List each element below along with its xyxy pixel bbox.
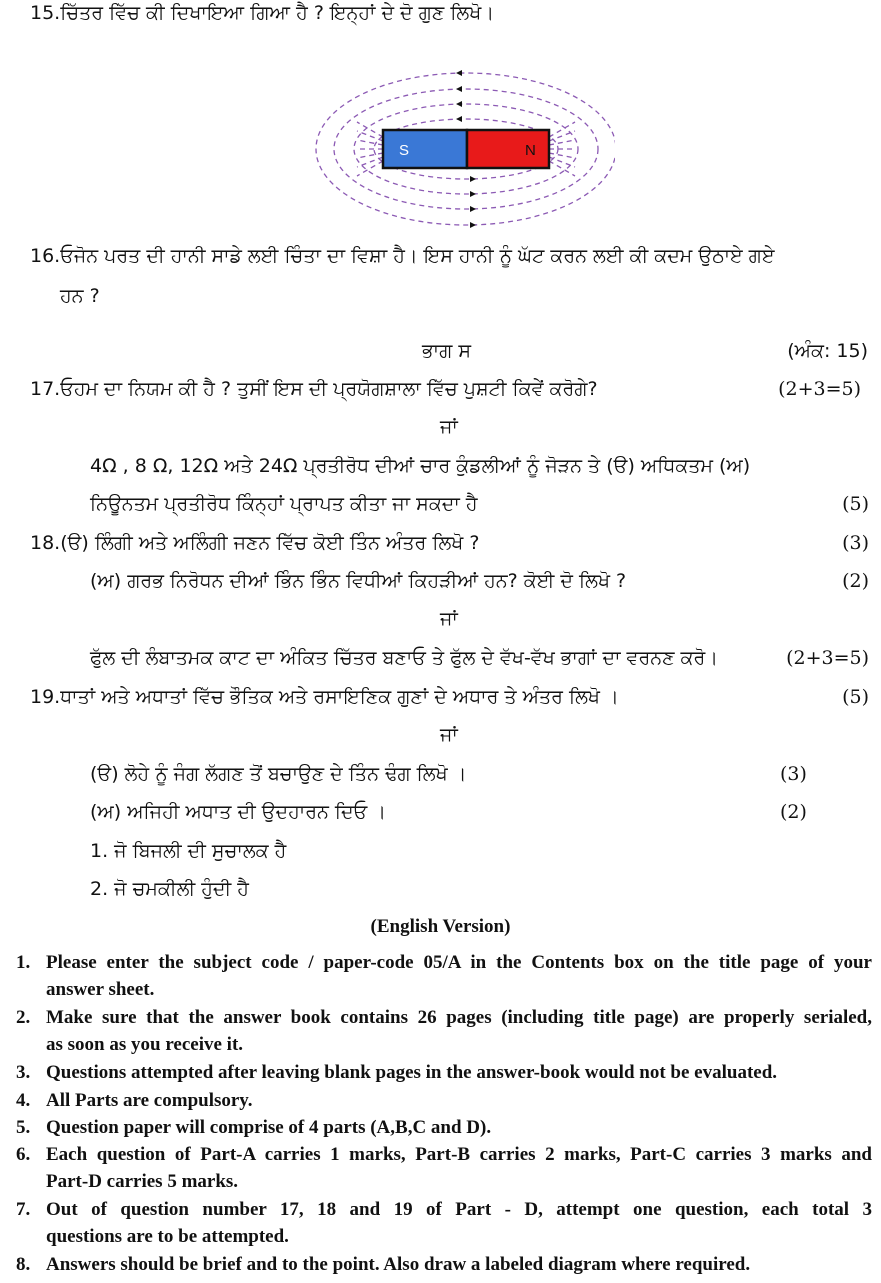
question-19a: (ੳ) ਲੋਹੇ ਨੂੰ ਜੰਗ ਲੱਗਣ ਤੋਂ ਬਚਾਉਣ ਦੇ ਤਿੰਨ ਢੰਗ ਲਿਖੋ । xyxy=(90,763,467,785)
instruction-text: Answers should be brief and to the point. Also draw a labeled diagram where required. xyxy=(46,1254,751,1275)
question-17: 17.ਓਹਮ ਦਾ ਨਿਯਮ ਕੀ ਹੈ ? ਤੁਸੀਂ ਇਸ ਦੀ ਪ੍ਰਯੋਗਸ਼ਾਲਾ ਵਿੱਚ ਪੁਸ਼ਟੀ ਕਿਵੇਂ ਕਰੋਗੇ? xyxy=(30,378,598,400)
instruction-number: 1. xyxy=(16,952,31,973)
instruction-number: 7. xyxy=(16,1199,31,1220)
instruction-text: Please enter the subject code / paper-code 05/A in the Contents box on the title page of your xyxy=(46,952,872,973)
question-18a-marks: (3) xyxy=(842,532,869,554)
instruction-number: 4. xyxy=(16,1090,31,1111)
instruction-text-continued: questions are to be attempted. xyxy=(46,1226,289,1247)
question-19: 19.ਧਾਤਾਂ ਅਤੇ ਅਧਾਤਾਂ ਵਿੱਚ ਭੌਤਿਕ ਅਤੇ ਰਸਾਇਣਿਕ ਗੁਣਾਂ ਦੇ ਅਧਾਰ ਤੇ ਅੰਤਰ ਲਿਖੋ । xyxy=(30,686,619,708)
pole-field-line xyxy=(357,122,383,137)
pole-field-line xyxy=(357,153,383,158)
instruction-number: 3. xyxy=(16,1062,31,1083)
instruction-text-continued: answer sheet. xyxy=(46,979,155,1000)
question-18-alt-marks: (2+3=5) xyxy=(786,647,869,669)
question-18b: (ਅ) ਗਰਭ ਨਿਰੋਧਨ ਦੀਆਂ ਭਿੰਨ ਭਿੰਨ ਵਿਧੀਆਂ ਕਿਹੜੀਆਂ ਹਨ? ਕੋਈ ਦੋ ਲਿਖੋ ? xyxy=(90,570,627,592)
question-16-line2: ਹਨ ? xyxy=(60,285,100,307)
pole-field-line xyxy=(549,140,575,145)
question-19b-marks: (2) xyxy=(780,801,807,823)
question-17-alt-line2: ਨਿਊਨਤਮ ਪ੍ਰਤੀਰੋਧ ਕਿੰਨ੍ਹਾਂ ਪ੍ਰਾਪਤ ਕੀਤਾ ਜਾ ਸਕਦਾ ਹੈ xyxy=(90,493,478,515)
instruction-text: Out of question number 17, 18 and 19 of Part - D, attempt one question, each total 3 xyxy=(46,1199,872,1220)
field-arrow xyxy=(456,70,462,76)
pole-field-line xyxy=(357,140,383,145)
instruction-text: Each question of Part-A carries 1 marks, Part-B carries 2 marks, Part-C carries 3 marks and xyxy=(46,1144,872,1165)
instruction-text: All Parts are compulsory. xyxy=(46,1090,253,1111)
north-pole-label: N xyxy=(525,142,536,159)
pole-field-line xyxy=(357,157,383,167)
question-15: 15.ਚਿੱਤਰ ਵਿੱਚ ਕੀ ਦਿਖਾਇਆ ਗਿਆ ਹੈ ? ਇਨ੍ਹਾਂ ਦੇ ਦੋ ਗੁਣ ਲਿਖੋ। xyxy=(30,2,495,24)
pole-field-line xyxy=(357,161,383,176)
pole-field-line xyxy=(549,153,575,158)
question-18a: 18.(ੳ) ਲਿੰਗੀ ਅਤੇ ਅਲਿੰਗੀ ਜਣਨ ਵਿੱਚ ਕੋਈ ਤਿੰਨ ਅੰਤਰ ਲਿਖੋ ? xyxy=(30,532,480,554)
south-pole-label: S xyxy=(399,142,410,159)
instruction-number: 2. xyxy=(16,1007,31,1028)
instruction-number: 8. xyxy=(16,1254,31,1275)
question-19b-sub2: 2. ਜੋ ਚਮਕੀਲੀ ਹੁੰਦੀ ਹੈ xyxy=(90,878,249,900)
question-18-alt: ਫੁੱਲ ਦੀ ਲੰਬਾਤਮਕ ਕਾਟ ਦਾ ਅੰਕਿਤ ਚਿੱਤਰ ਬਣਾਓ ਤੇ ਫੁੱਲ ਦੇ ਵੱਖ-ਵੱਖ ਭਾਗਾਂ ਦਾ ਵਰਨਣ ਕਰੋ। xyxy=(90,647,719,669)
field-arrow xyxy=(456,86,462,92)
question-19b-sub1: 1. ਜੋ ਬਿਜਲੀ ਦੀ ਸੁਚਾਲਕ ਹੈ xyxy=(90,840,287,862)
question-16-line1: 16.ਓਜੋਨ ਪਰਤ ਦੀ ਹਾਨੀ ਸਾਡੇ ਲਈ ਚਿੰਤਾ ਦਾ ਵਿਸ਼ਾ ਹੈ। ਇਸ ਹਾਨੀ ਨੂੰ ਘੱਟ ਕਰਨ ਲਈ ਕੀ ਕਦਮ ਉਠਾਏ ਗਏ xyxy=(30,245,775,267)
question-18b-marks: (2) xyxy=(842,570,869,592)
question-19a-marks: (3) xyxy=(780,763,807,785)
magnet-south-pole xyxy=(383,130,467,168)
question-19b: (ਅ) ਅਜਿਹੀ ਅਧਾਤ ਦੀ ਉਦਹਾਰਨ ਦਿਓ । xyxy=(90,801,387,823)
pole-field-line xyxy=(549,122,575,137)
or-label: ਜਾਂ xyxy=(440,416,458,438)
instruction-number: 5. xyxy=(16,1117,31,1138)
instruction-text: Questions attempted after leaving blank pages in the answer-book would not be evaluated. xyxy=(46,1062,778,1083)
question-17-marks: (2+3=5) xyxy=(778,378,861,400)
field-arrow xyxy=(456,116,462,122)
or-label: ਜਾਂ xyxy=(440,724,458,746)
question-17-alt-line1: 4Ω , 8 Ω, 12Ω ਅਤੇ 24Ω ਪ੍ਰਤੀਰੋਧ ਦੀਆਂ ਚਾਰ ਕੁੰਡਲੀਆਂ ਨੂੰ ਜੋੜਨ ਤੇ (ੳ) ਅਧਿਕਤਮ (ਅ) xyxy=(90,455,751,477)
instruction-text-continued: Part-D carries 5 marks. xyxy=(46,1171,239,1192)
field-arrow xyxy=(470,222,476,228)
english-version-heading: (English Version) xyxy=(370,916,511,937)
field-arrow xyxy=(470,206,476,212)
field-arrow xyxy=(470,191,476,197)
part-c-marks: (ਅੰਕ: 15) xyxy=(787,340,868,362)
pole-field-line xyxy=(549,161,575,176)
instruction-text: Question paper will comprise of 4 parts (A,B,C and D). xyxy=(46,1117,492,1138)
instruction-number: 6. xyxy=(16,1144,31,1165)
pole-field-line xyxy=(357,131,383,141)
bar-magnet-field-diagram xyxy=(315,64,615,234)
instruction-text: Make sure that the answer book contains 26 pages (including title page) are properly serialed, xyxy=(46,1007,872,1028)
field-arrow xyxy=(456,101,462,107)
question-19-marks: (5) xyxy=(842,686,869,708)
question-17-alt-marks: (5) xyxy=(842,493,869,515)
magnet-north-pole xyxy=(467,130,549,168)
instruction-text-continued: as soon as you receive it. xyxy=(46,1034,244,1055)
part-c-title: ਭਾਗ ਸ xyxy=(422,340,471,362)
or-label: ਜਾਂ xyxy=(440,608,458,630)
field-arrow xyxy=(470,176,476,182)
